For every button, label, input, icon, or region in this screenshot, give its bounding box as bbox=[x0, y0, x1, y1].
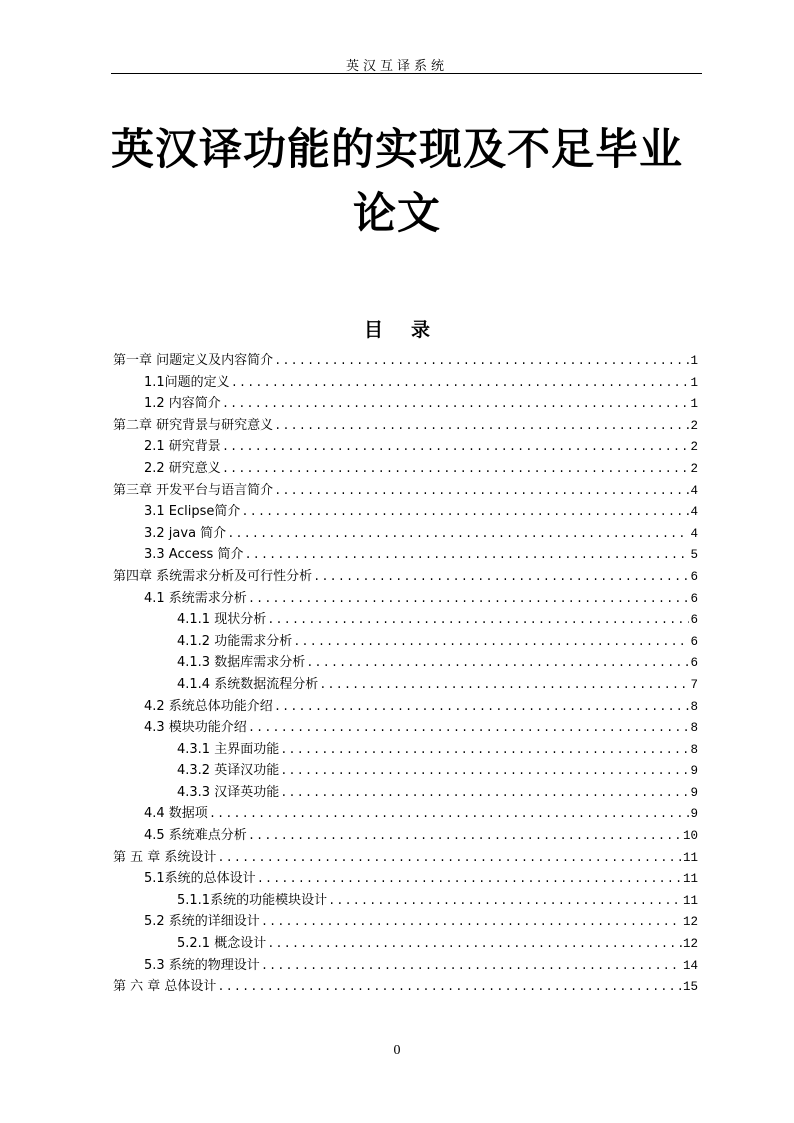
toc-entry-page: 1 bbox=[690, 375, 698, 390]
toc-dot-leader bbox=[328, 891, 682, 913]
toc-entry[interactable] bbox=[113, 825, 698, 847]
toc-entry-page: 1 bbox=[690, 354, 698, 368]
toc-dot-leader bbox=[222, 459, 690, 481]
toc-entry[interactable] bbox=[113, 890, 698, 912]
toc-dot-leader bbox=[267, 934, 682, 956]
document-title: 英汉译功能的实现及不足毕业论文 bbox=[111, 125, 683, 239]
toc-dot-leader bbox=[248, 718, 690, 740]
toc-entry-page: 6 bbox=[690, 591, 698, 606]
toc-entry-page: 4 bbox=[690, 505, 698, 520]
toc-entry-page: 4 bbox=[690, 483, 698, 498]
toc-entry-label: 5.2.1 概念设计 bbox=[177, 936, 267, 952]
toc-entry-page: 9 bbox=[690, 807, 698, 822]
toc-entry[interactable] bbox=[113, 911, 698, 933]
toc-entry[interactable] bbox=[113, 976, 698, 998]
toc-entry-label: 4.3.2 英译汉功能 bbox=[177, 763, 280, 779]
toc-entry-page: 2 bbox=[690, 461, 698, 476]
toc-dot-leader bbox=[280, 761, 689, 783]
toc-dot-leader bbox=[274, 697, 690, 719]
toc-entry-label: 4.1.4 系统数据流程分析 bbox=[177, 676, 319, 692]
page-number: 0 bbox=[393, 1043, 401, 1058]
toc-heading-left: 目 bbox=[363, 319, 383, 341]
toc-entry-label: 4.1.3 数据库需求分析 bbox=[177, 655, 306, 671]
toc-entry[interactable] bbox=[113, 674, 698, 696]
toc-dot-leader bbox=[274, 351, 689, 373]
toc-entry[interactable] bbox=[113, 458, 698, 480]
running-header-title: 英汉互译系统 bbox=[345, 59, 448, 74]
toc-dot-leader bbox=[267, 610, 689, 632]
toc-heading-right: 录 bbox=[411, 319, 431, 341]
toc-dot-leader bbox=[209, 804, 690, 826]
toc-entry-label: 3.2 java 简介 bbox=[144, 525, 227, 541]
toc-entry[interactable] bbox=[113, 588, 698, 610]
toc-entry[interactable] bbox=[113, 739, 698, 761]
toc-entry-label: 4.3.1 主界面功能 bbox=[177, 741, 280, 757]
toc-dot-leader bbox=[257, 869, 682, 891]
toc-dot-leader bbox=[241, 502, 689, 524]
toc-entry-page: 12 bbox=[682, 937, 698, 952]
toc-entry[interactable] bbox=[113, 523, 698, 545]
toc-entry[interactable] bbox=[113, 717, 698, 739]
toc-entry-page: 8 bbox=[690, 699, 698, 714]
toc-dot-leader bbox=[261, 956, 682, 978]
toc-entry[interactable] bbox=[113, 696, 698, 718]
toc-dot-leader bbox=[217, 848, 682, 870]
toc-entry-page: 6 bbox=[690, 634, 698, 649]
toc-entry[interactable] bbox=[113, 631, 698, 653]
toc-entry-label: 2.1 研究背景 bbox=[144, 439, 221, 455]
toc-entry-label: 第二章 研究背景与研究意义 bbox=[113, 417, 274, 433]
toc-dot-leader bbox=[227, 524, 689, 546]
toc-entry-label: 4.2 系统总体功能介绍 bbox=[144, 698, 273, 714]
toc-entry[interactable] bbox=[113, 955, 698, 977]
toc-dot-leader bbox=[222, 394, 690, 416]
toc-entry-page: 7 bbox=[690, 677, 698, 692]
toc-dot-leader bbox=[280, 783, 689, 805]
toc-entry[interactable] bbox=[113, 393, 698, 415]
toc-entry-page: 9 bbox=[690, 764, 698, 779]
toc-entry-label: 5.1系统的总体设计 bbox=[144, 871, 256, 887]
header-rule bbox=[111, 73, 702, 74]
toc-dot-leader bbox=[293, 632, 689, 654]
toc-heading bbox=[0, 315, 794, 342]
toc-entry-page: 11 bbox=[682, 850, 698, 865]
toc-entry-label: 4.5 系统难点分析 bbox=[144, 828, 247, 844]
toc-entry-label: 4.1.1 现状分析 bbox=[177, 612, 267, 628]
toc-entry-page: 6 bbox=[690, 569, 698, 584]
toc-dot-leader bbox=[306, 653, 689, 675]
toc-entry-page: 11 bbox=[682, 893, 698, 908]
toc-entry-page: 8 bbox=[690, 742, 698, 757]
toc-dot-leader bbox=[261, 912, 682, 934]
toc-entry-label: 第一章 问题定义及内容简介 bbox=[113, 353, 274, 368]
toc-entry-page: 12 bbox=[682, 915, 698, 930]
toc-entry-page: 5 bbox=[690, 548, 698, 563]
toc-entry[interactable] bbox=[113, 847, 698, 869]
toc-entry-page: 8 bbox=[690, 721, 698, 736]
toc-dot-leader bbox=[231, 373, 690, 395]
toc-entry-label: 5.3 系统的物理设计 bbox=[144, 957, 260, 973]
toc-entry-label: 1.2 内容简介 bbox=[144, 396, 221, 412]
toc-entry-page: 4 bbox=[690, 526, 698, 541]
toc-entry[interactable] bbox=[113, 803, 698, 825]
toc-entry-label: 2.2 研究意义 bbox=[144, 460, 221, 476]
table-of-contents bbox=[113, 350, 698, 998]
toc-dot-leader bbox=[319, 675, 689, 697]
toc-entry[interactable] bbox=[113, 868, 698, 890]
toc-entry[interactable] bbox=[113, 544, 698, 566]
toc-entry[interactable] bbox=[113, 760, 698, 782]
toc-entry[interactable] bbox=[113, 415, 698, 437]
toc-entry[interactable] bbox=[113, 566, 698, 588]
toc-entry-label: 4.3.3 汉译英功能 bbox=[177, 784, 280, 800]
toc-entry-label: 4.1 系统需求分析 bbox=[144, 590, 247, 606]
toc-entry[interactable] bbox=[113, 933, 698, 955]
toc-entry-page: 14 bbox=[682, 958, 698, 973]
toc-entry-page: 2 bbox=[690, 418, 698, 433]
toc-entry[interactable] bbox=[113, 609, 698, 631]
toc-entry-label: 5.2 系统的详细设计 bbox=[144, 914, 260, 930]
toc-entry[interactable] bbox=[113, 350, 698, 372]
toc-dot-leader bbox=[313, 567, 689, 589]
toc-entry[interactable] bbox=[113, 372, 698, 394]
toc-entry-label: 5.1.1系统的功能模块设计 bbox=[177, 892, 328, 908]
toc-entry-label: 第 六 章 总体设计 bbox=[113, 979, 217, 995]
toc-dot-leader bbox=[274, 481, 689, 503]
toc-entry[interactable] bbox=[113, 480, 698, 502]
toc-entry-label: 3.1 Eclipse简介 bbox=[144, 504, 241, 520]
toc-entry-page: 6 bbox=[690, 656, 698, 671]
toc-entry-page: 2 bbox=[690, 440, 698, 455]
toc-dot-leader bbox=[248, 826, 682, 848]
toc-dot-leader bbox=[217, 977, 682, 999]
toc-entry[interactable] bbox=[113, 436, 698, 458]
toc-entry-page: 15 bbox=[682, 980, 698, 995]
toc-entry-page: 10 bbox=[682, 829, 698, 844]
toc-dot-leader bbox=[274, 416, 689, 438]
toc-entry-label: 4.4 数据项 bbox=[144, 806, 208, 822]
toc-entry-page: 9 bbox=[690, 785, 698, 800]
toc-entry-label: 第四章 系统需求分析及可行性分析 bbox=[113, 568, 313, 584]
toc-entry[interactable] bbox=[113, 782, 698, 804]
toc-entry-page: 1 bbox=[690, 397, 698, 412]
toc-entry-label: 第 五 章 系统设计 bbox=[113, 849, 217, 865]
toc-entry-page: 6 bbox=[690, 613, 698, 628]
toc-dot-leader bbox=[248, 589, 690, 611]
toc-entry-label: 3.3 Access 简介 bbox=[144, 547, 244, 563]
toc-entry-label: 4.1.2 功能需求分析 bbox=[177, 633, 293, 649]
toc-entry-label: 1.1问题的定义 bbox=[144, 374, 230, 390]
toc-entry[interactable] bbox=[113, 501, 698, 523]
toc-dot-leader bbox=[244, 545, 689, 567]
toc-dot-leader bbox=[280, 740, 689, 762]
toc-dot-leader bbox=[222, 437, 690, 459]
toc-entry-label: 第三章 开发平台与语言简介 bbox=[113, 482, 274, 498]
toc-entry-label: 4.3 模块功能介绍 bbox=[144, 720, 247, 736]
toc-entry-page: 11 bbox=[682, 872, 698, 887]
toc-entry[interactable] bbox=[113, 652, 698, 674]
